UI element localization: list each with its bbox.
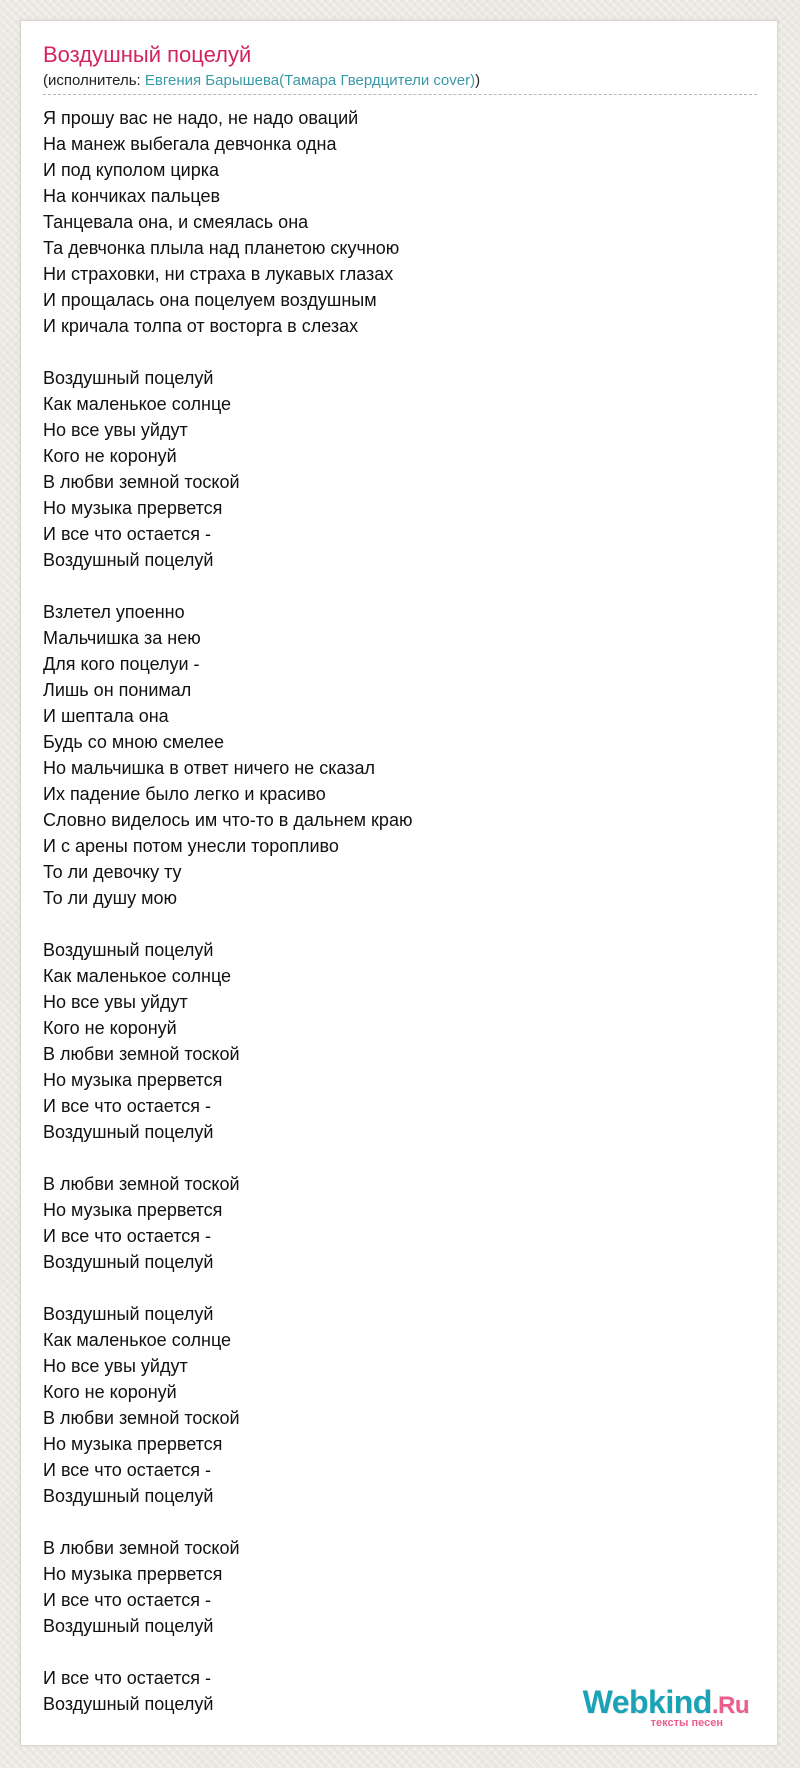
- lyrics-line: И все что остается -: [43, 1668, 212, 1688]
- lyrics-line: Воздушный поцелуй: [43, 1616, 214, 1636]
- song-title: Воздушный поцелуй: [43, 42, 252, 67]
- lyrics-content: [43, 41, 757, 1717]
- artist-line: [43, 71, 757, 95]
- lyrics-stanza: [43, 1535, 757, 1639]
- lyrics-line: Воздушный поцелуй: [43, 940, 214, 960]
- lyrics-line: Мальчишка за нею: [43, 628, 201, 648]
- artist-link[interactable]: Евгения Барышева(Тамара Гвердцители cover): [144, 72, 476, 89]
- lyrics-line: И все что остается -: [43, 1096, 212, 1116]
- lyrics-line: Но все увы уйдут: [43, 420, 188, 440]
- lyrics-line: Воздушный поцелуй: [43, 1486, 214, 1506]
- lyrics-line: Взлетел упоенно: [43, 602, 185, 622]
- lyrics-line: Но музыка прервется: [43, 1200, 223, 1220]
- lyrics-line: Я прошу вас не надо, не надо оваций: [43, 108, 359, 128]
- lyrics-line: То ли девочку ту: [43, 862, 182, 882]
- lyrics-line: Воздушный поцелуй: [43, 1694, 214, 1714]
- lyrics-line: В любви земной тоской: [43, 1174, 240, 1194]
- logo-tagline: тексты песен: [650, 1717, 723, 1729]
- lyrics-line: Воздушный поцелуй: [43, 1252, 214, 1272]
- lyrics-stanza: [43, 599, 757, 911]
- lyrics-line: И с арены потом унесли торопливо: [43, 836, 339, 856]
- lyrics-stanza: [43, 1301, 757, 1509]
- lyrics-line: В любви земной тоской: [43, 1408, 240, 1428]
- lyrics-stanza: [43, 105, 757, 339]
- lyrics-line: На кончиках пальцев: [43, 186, 221, 206]
- lyrics-line: И под куполом цирка: [43, 160, 219, 180]
- lyrics-line: Словно виделось им что-то в дальнем краю: [43, 810, 413, 830]
- lyrics-line: И все что остается -: [43, 1226, 212, 1246]
- lyrics-line: Танцевала она, и смеялась она: [43, 212, 309, 232]
- lyrics-line: Та девчонка плыла над планетою скучною: [43, 238, 400, 258]
- lyrics-line: И кричала толпа от восторга в слезах: [43, 316, 359, 336]
- lyrics-line: Но все увы уйдут: [43, 1356, 188, 1376]
- lyrics-line: На манеж выбегала девчонка одна: [43, 134, 337, 154]
- lyrics-stanza: [43, 937, 757, 1145]
- lyrics-line: Но музыка прервется: [43, 1070, 223, 1090]
- lyrics-line: Но все увы уйдут: [43, 992, 188, 1012]
- lyrics-line: Кого не коронуй: [43, 446, 177, 466]
- lyrics-line: Воздушный поцелуй: [43, 1122, 214, 1142]
- lyrics-line: Но музыка прервется: [43, 1564, 223, 1584]
- lyrics-line: Но мальчишка в ответ ничего не сказал: [43, 758, 376, 778]
- lyrics-line: Их падение было легко и красиво: [43, 784, 326, 804]
- lyrics-card: [20, 20, 778, 1746]
- artist-prefix: (исполнитель:: [43, 72, 145, 89]
- lyrics-text: [43, 105, 757, 1717]
- lyrics-line: Для кого поцелуи -: [43, 654, 200, 674]
- lyrics-line: В любви земной тоской: [43, 472, 240, 492]
- lyrics-line: В любви земной тоской: [43, 1044, 240, 1064]
- lyrics-line: Как маленькое солнце: [43, 394, 232, 414]
- lyrics-line: В любви земной тоской: [43, 1538, 240, 1558]
- lyrics-line: Будь со мною смелее: [43, 732, 225, 752]
- artist-suffix: ): [475, 72, 481, 89]
- lyrics-line: Воздушный поцелуй: [43, 368, 214, 388]
- logo-main: Webkind: [582, 1684, 712, 1720]
- lyrics-line: Как маленькое солнце: [43, 966, 232, 986]
- lyrics-line: Как маленькое солнце: [43, 1330, 232, 1350]
- lyrics-line: И все что остается -: [43, 1590, 212, 1610]
- lyrics-line: Ни страховки, ни страха в лукавых глазах: [43, 264, 394, 284]
- lyrics-line: И все что остается -: [43, 1460, 212, 1480]
- lyrics-stanza: [43, 365, 757, 573]
- lyrics-line: Лишь он понимал: [43, 680, 192, 700]
- lyrics-line: Но музыка прервется: [43, 1434, 223, 1454]
- lyrics-line: Кого не коронуй: [43, 1382, 177, 1402]
- lyrics-line: Воздушный поцелуй: [43, 550, 214, 570]
- lyrics-line: И прощалась она поцелуем воздушным: [43, 290, 377, 310]
- logo-suffix: .Ru: [711, 1692, 749, 1719]
- lyrics-stanza: [43, 1171, 757, 1275]
- lyrics-line: И шептала она: [43, 706, 169, 726]
- lyrics-line: И все что остается -: [43, 524, 212, 544]
- webkind-logo[interactable]: [582, 1684, 749, 1729]
- lyrics-line: Воздушный поцелуй: [43, 1304, 214, 1324]
- lyrics-line: Кого не коронуй: [43, 1018, 177, 1038]
- lyrics-line: То ли душу мою: [43, 888, 177, 908]
- lyrics-line: Но музыка прервется: [43, 498, 223, 518]
